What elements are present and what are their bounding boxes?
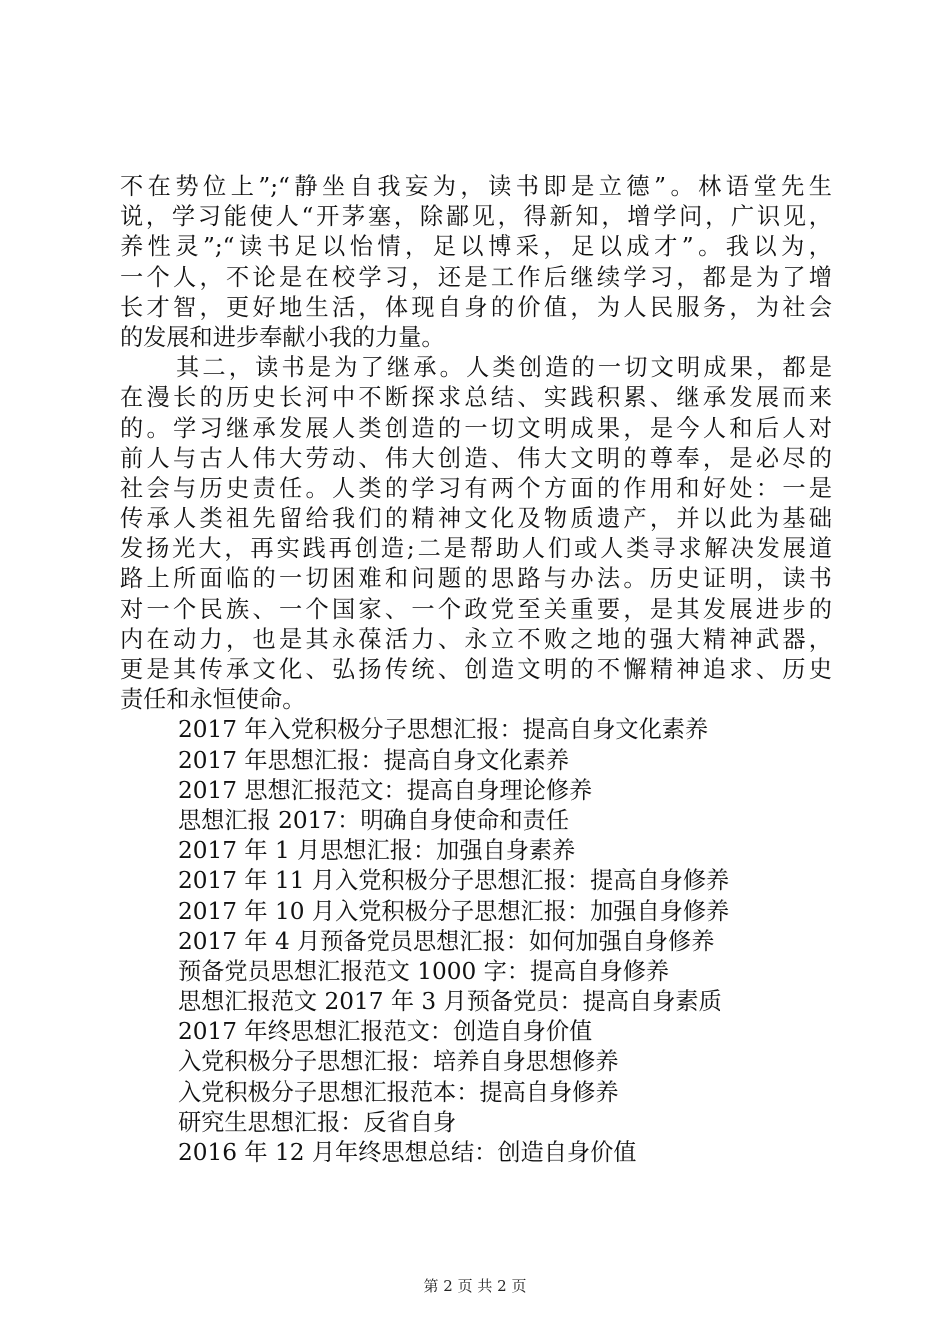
related-article-link[interactable]: 2017 年 1 月思想汇报：加强自身素养 (178, 837, 576, 865)
text-line: 前人与古人伟大劳动、伟大创造、伟大文明的尊奉，是必尽的 (120, 444, 832, 472)
paragraph-1 (120, 172, 832, 353)
related-article-link[interactable]: 2017 年 11 月入党积极分子思想汇报：提高自身修养 (178, 867, 730, 895)
related-article-link[interactable]: 2017 年 10 月入党积极分子思想汇报：加强自身修养 (178, 897, 730, 925)
text-line: 说，学习能使人“开茅塞，除鄙见，得新知，增学问，广识见， (120, 203, 832, 231)
text-line: 的发展和进步奉献小我的力量。 (120, 323, 445, 351)
text-line: 发扬光大，再实践再创造;二是帮助人们或人类寻求解决发展道 (120, 535, 832, 563)
text-line: 对一个民族、一个国家、一个政党至关重要，是其发展进步的 (120, 595, 832, 623)
text-line: 一个人，不论是在校学习，还是工作后继续学习，都是为了增 (120, 263, 832, 291)
related-article-link[interactable]: 预备党员思想汇报范文 1000 字：提高自身修养 (178, 957, 670, 985)
page-number-footer: 第 2 页 共 2 页 (423, 1277, 527, 1295)
text-line: 的。学习继承发展人类创造的一切文明成果，是今人和后人对 (120, 414, 832, 442)
paragraph-2 (120, 353, 832, 715)
related-articles-list (120, 715, 832, 1168)
related-article-link[interactable]: 入党积极分子思想汇报范本：提高自身修养 (178, 1078, 619, 1106)
text-line: 不在势位上”;“静坐自我妄为，读书即是立德”。林语堂先生 (120, 173, 832, 200)
text-line: 更是其传承文化、弘扬传统、创造文明的不懈精神追求、历史 (120, 656, 832, 683)
text-line: 养性灵”;“读书足以怡情，足以博采，足以成才”。我以为， (120, 233, 832, 261)
related-article-link[interactable]: 2017 年思想汇报：提高自身文化素养 (178, 746, 570, 774)
related-article-link[interactable]: 2017 思想汇报范文：提高自身理论修养 (178, 776, 593, 804)
text-line: 路上所面临的一切困难和问题的思路与办法。历史证明，读书 (120, 565, 832, 593)
related-article-link[interactable]: 2017 年终思想汇报范文：创造自身价值 (178, 1018, 593, 1046)
related-article-link[interactable]: 2017 年 4 月预备党员思想汇报：如何加强自身修养 (178, 927, 715, 955)
related-article-link[interactable]: 2016 年 12 月年终思想总结：创造自身价值 (178, 1139, 637, 1166)
related-article-link[interactable]: 思想汇报范文 2017 年 3 月预备党员：提高自身素质 (178, 988, 722, 1016)
text-line: 内在动力，也是其永葆活力、永立不败之地的强大精神武器， (120, 625, 832, 653)
text-line: 社会与历史责任。人类的学习有两个方面的作用和好处：一是 (120, 474, 832, 502)
text-line: 在漫长的历史长河中不断探求总结、实践积累、继承发展而来 (120, 384, 832, 412)
text-line: 责任和永恒使命。 (120, 686, 306, 714)
document-body (120, 172, 832, 1168)
related-article-link[interactable]: 思想汇报 2017：明确自身使命和责任 (178, 806, 570, 834)
related-article-link[interactable]: 入党积极分子思想汇报：培养自身思想修养 (178, 1048, 619, 1076)
text-line: 长才智，更好地生活，体现自身的价值，为人民服务，为社会 (120, 293, 832, 321)
related-article-link[interactable]: 2017 年入党积极分子思想汇报：提高自身文化素养 (178, 716, 709, 744)
related-article-link[interactable]: 研究生思想汇报：反省自身 (178, 1108, 457, 1136)
text-line: 传承人类祖先留给我们的精神文化及物质遗产，并以此为基础 (120, 505, 832, 533)
text-line: 其二，读书是为了继承。人类创造的一切文明成果，都是 (176, 354, 832, 382)
